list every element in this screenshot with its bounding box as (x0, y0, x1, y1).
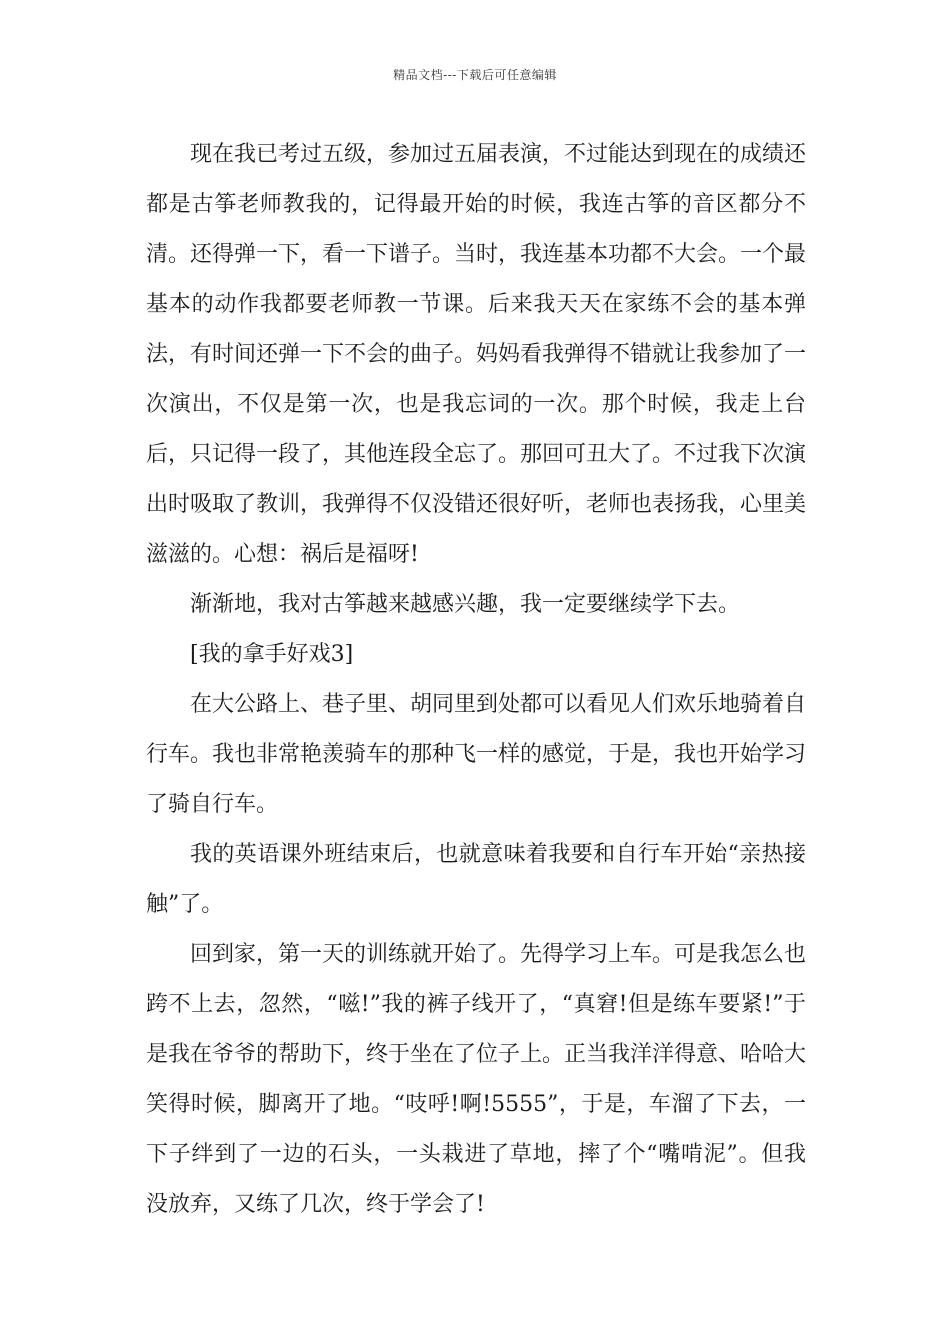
page-header: 精品文档---下载后可任意编辑 (393, 68, 557, 82)
paragraph-first-training: 回到家，第一天的训练就开始了。先得学习上车。可是我怎么也跨不上去，忽然，“嗞!”我的裤子线开了，“真窘!但是练车要紧!”于是我在爷爷的帮助下，终于坐在了位子上。正当我洋洋得意、哈哈大笑得时候，脚离开了地。“吱呼!啊!5555”，于是，车溜了下去，一下子绊到了一边的石头，一头栽进了草地，摔了个“嘴啃泥”。但我没放弃，又练了几次，终于学会了! (146, 942, 807, 1217)
paragraph-interest: 渐渐地，我对古筝越来越感兴趣，我一定要继续学下去。 (190, 592, 741, 617)
paragraph-bike-intro: 在大公路上、巷子里、胡同里到处都可以看见人们欢乐地骑着自行车。我也非常艳羡骑车的那种飞一样的感觉，于是，我也开始学习了骑自行车。 (146, 692, 807, 817)
document-body (146, 130, 806, 1230)
paragraph-english-class: 我的英语课外班结束后，也就意味着我要和自行车开始“亲热接触”了。 (146, 842, 806, 917)
section-title: [我的拿手好戏3] (190, 642, 354, 667)
paragraph-guzheng-practice: 现在我已考过五级，参加过五届表演，不过能达到现在的成绩还都是古筝老师教我的，记得最开始的时候，我连古筝的音区都分不清。还得弹一下，看一下谱子。当时，我连基本功都不大会。一个最基本的动作我都要老师教一节课。后来我天天在家练不会的基本弹法，有时间还弹一下不会的曲子。妈妈看我弹得不错就让我参加了一次演出，不仅是第一次，也是我忘词的一次。那个时候，我走上台后，只记得一段了，其他连段全忘了。那回可丑大了。不过我下次演出时吸取了教训，我弹得不仅没错还很好听，老师也表扬我，心里美滋滋的。心想：祸后是福呀! (146, 142, 807, 567)
